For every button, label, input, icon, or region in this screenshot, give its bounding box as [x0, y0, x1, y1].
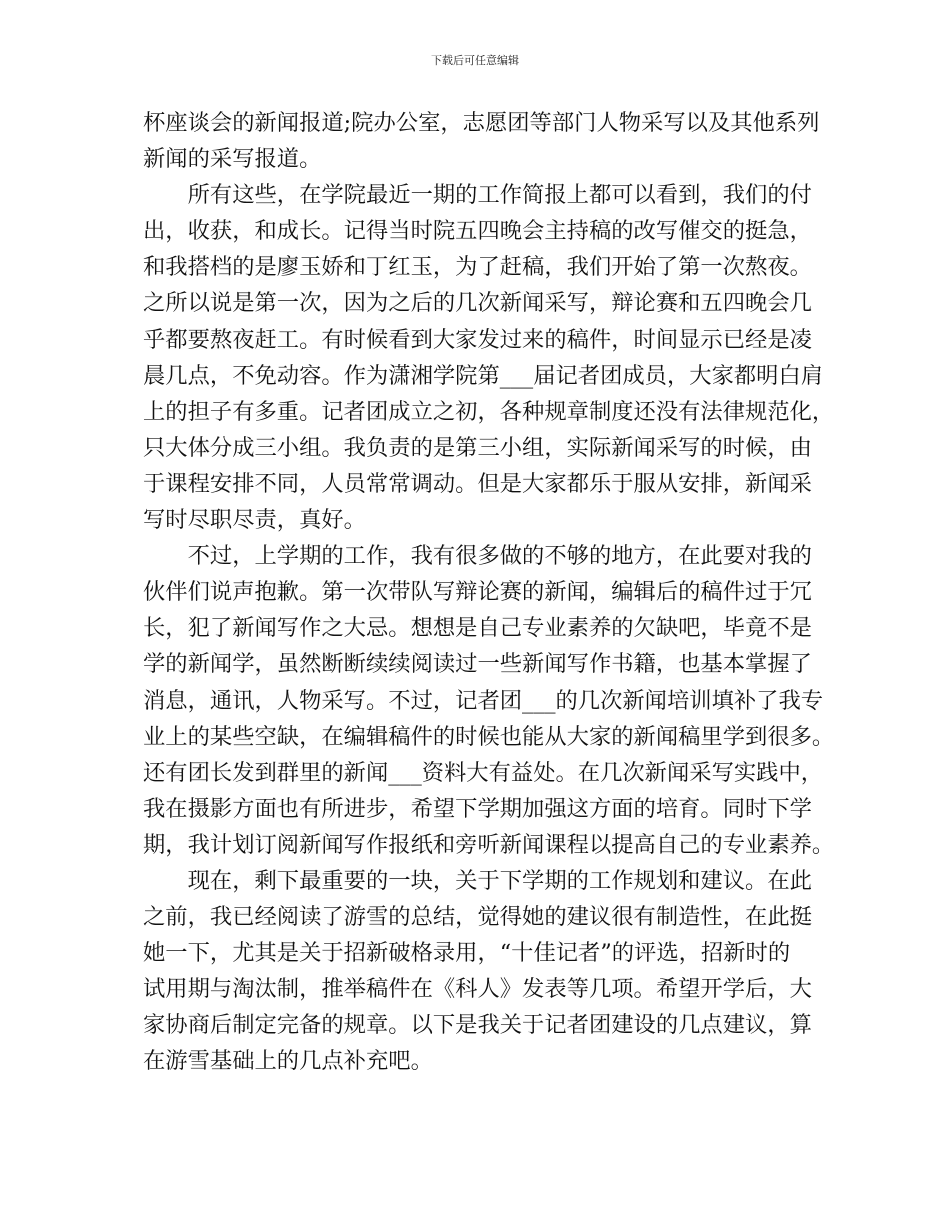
text-line: 上的担子有多重。记者团成立之初，各种规章制度还没有法律规范化， — [143, 398, 835, 425]
text-line: 之前，我已经阅读了游雪的总结，觉得她的建议很有制造性，在此挺 — [143, 904, 812, 931]
text-line: 只大体分成三小组。我负责的是第三小组，实际新闻采写的时候，由 — [143, 434, 812, 461]
paragraph-start-line: 现在，剩下最重要的一块，关于下学期的工作规划和建议。在此 — [187, 867, 812, 894]
text-line: 出，收获，和成长。记得当时院五四晚会主持稿的改写催交的挺急， — [143, 218, 812, 245]
text-line: 在游雪基础上的几点补充吧。 — [143, 1048, 433, 1075]
text-line: 学的新闻学，虽然断断续续阅读过一些新闻写作书籍，也基本掌握了 — [143, 651, 812, 678]
text-line: 消息，通讯，人物采写。不过，记者团___的几次新闻培训填补了我专 — [143, 687, 824, 714]
text-line: 我在摄影方面也有所进步，希望下学期加强这方面的培育。同时下学 — [143, 795, 812, 822]
text-line: 杯座谈会的新闻报道;院办公室，志愿团等部门人物采写以及其他系列 — [143, 110, 820, 136]
text-line: 伙伴们说声抱歉。第一次带队写辩论赛的新闻，编辑后的稿件过于冗 — [143, 579, 812, 606]
text-line: 晨几点，不免动容。作为潇湘学院第___届记者团成员，大家都明白肩 — [143, 362, 824, 389]
paragraph-start-line: 不过，上学期的工作，我有很多做的不够的地方，在此要对我的 — [187, 543, 812, 570]
text-line: 之所以说是第一次，因为之后的几次新闻采写，辩论赛和五四晚会几 — [143, 290, 812, 317]
text-line: 她一下，尤其是关于招新破格录用，“十佳记者”的评选，招新时的 — [143, 940, 791, 967]
text-line: 业上的某些空缺，在编辑稿件的时候也能从大家的新闻稿里学到很多。 — [143, 723, 835, 750]
text-line: 乎都要熬夜赶工。有时候看到大家发过来的稿件，时间显示已经是凌 — [143, 326, 812, 353]
text-line: 家协商后制定完备的规章。以下是我关于记者团建设的几点建议，算 — [143, 1012, 812, 1039]
page-header: 下载后可任意编辑 — [431, 54, 519, 67]
text-line: 于课程安排不同，人员常常调动。但是大家都乐于服从安排，新闻采 — [143, 470, 812, 497]
text-line: 新闻的采写报道。 — [143, 146, 322, 173]
text-line: 写时尽职尽责，真好。 — [143, 507, 366, 534]
text-line: 和我搭档的是廖玉娇和丁红玉，为了赶稿，我们开始了第一次熬夜。 — [143, 254, 812, 281]
text-line: 还有团长发到群里的新闻___资料大有益处。在几次新闻采写实践中， — [143, 759, 824, 786]
document-body — [143, 105, 835, 1080]
text-line: 期，我计划订阅新闻写作报纸和旁听新闻课程以提高自己的专业素养。 — [143, 831, 835, 858]
paragraph-start-line: 所有这些，在学院最近一期的工作简报上都可以看到，我们的付 — [187, 182, 812, 209]
text-line: 试用期与淘汰制，推举稿件在《科人》发表等几项。希望开学后，大 — [143, 976, 812, 1003]
text-line: 长，犯了新闻写作之大忌。想想是自己专业素养的欠缺吧，毕竟不是 — [143, 615, 812, 642]
